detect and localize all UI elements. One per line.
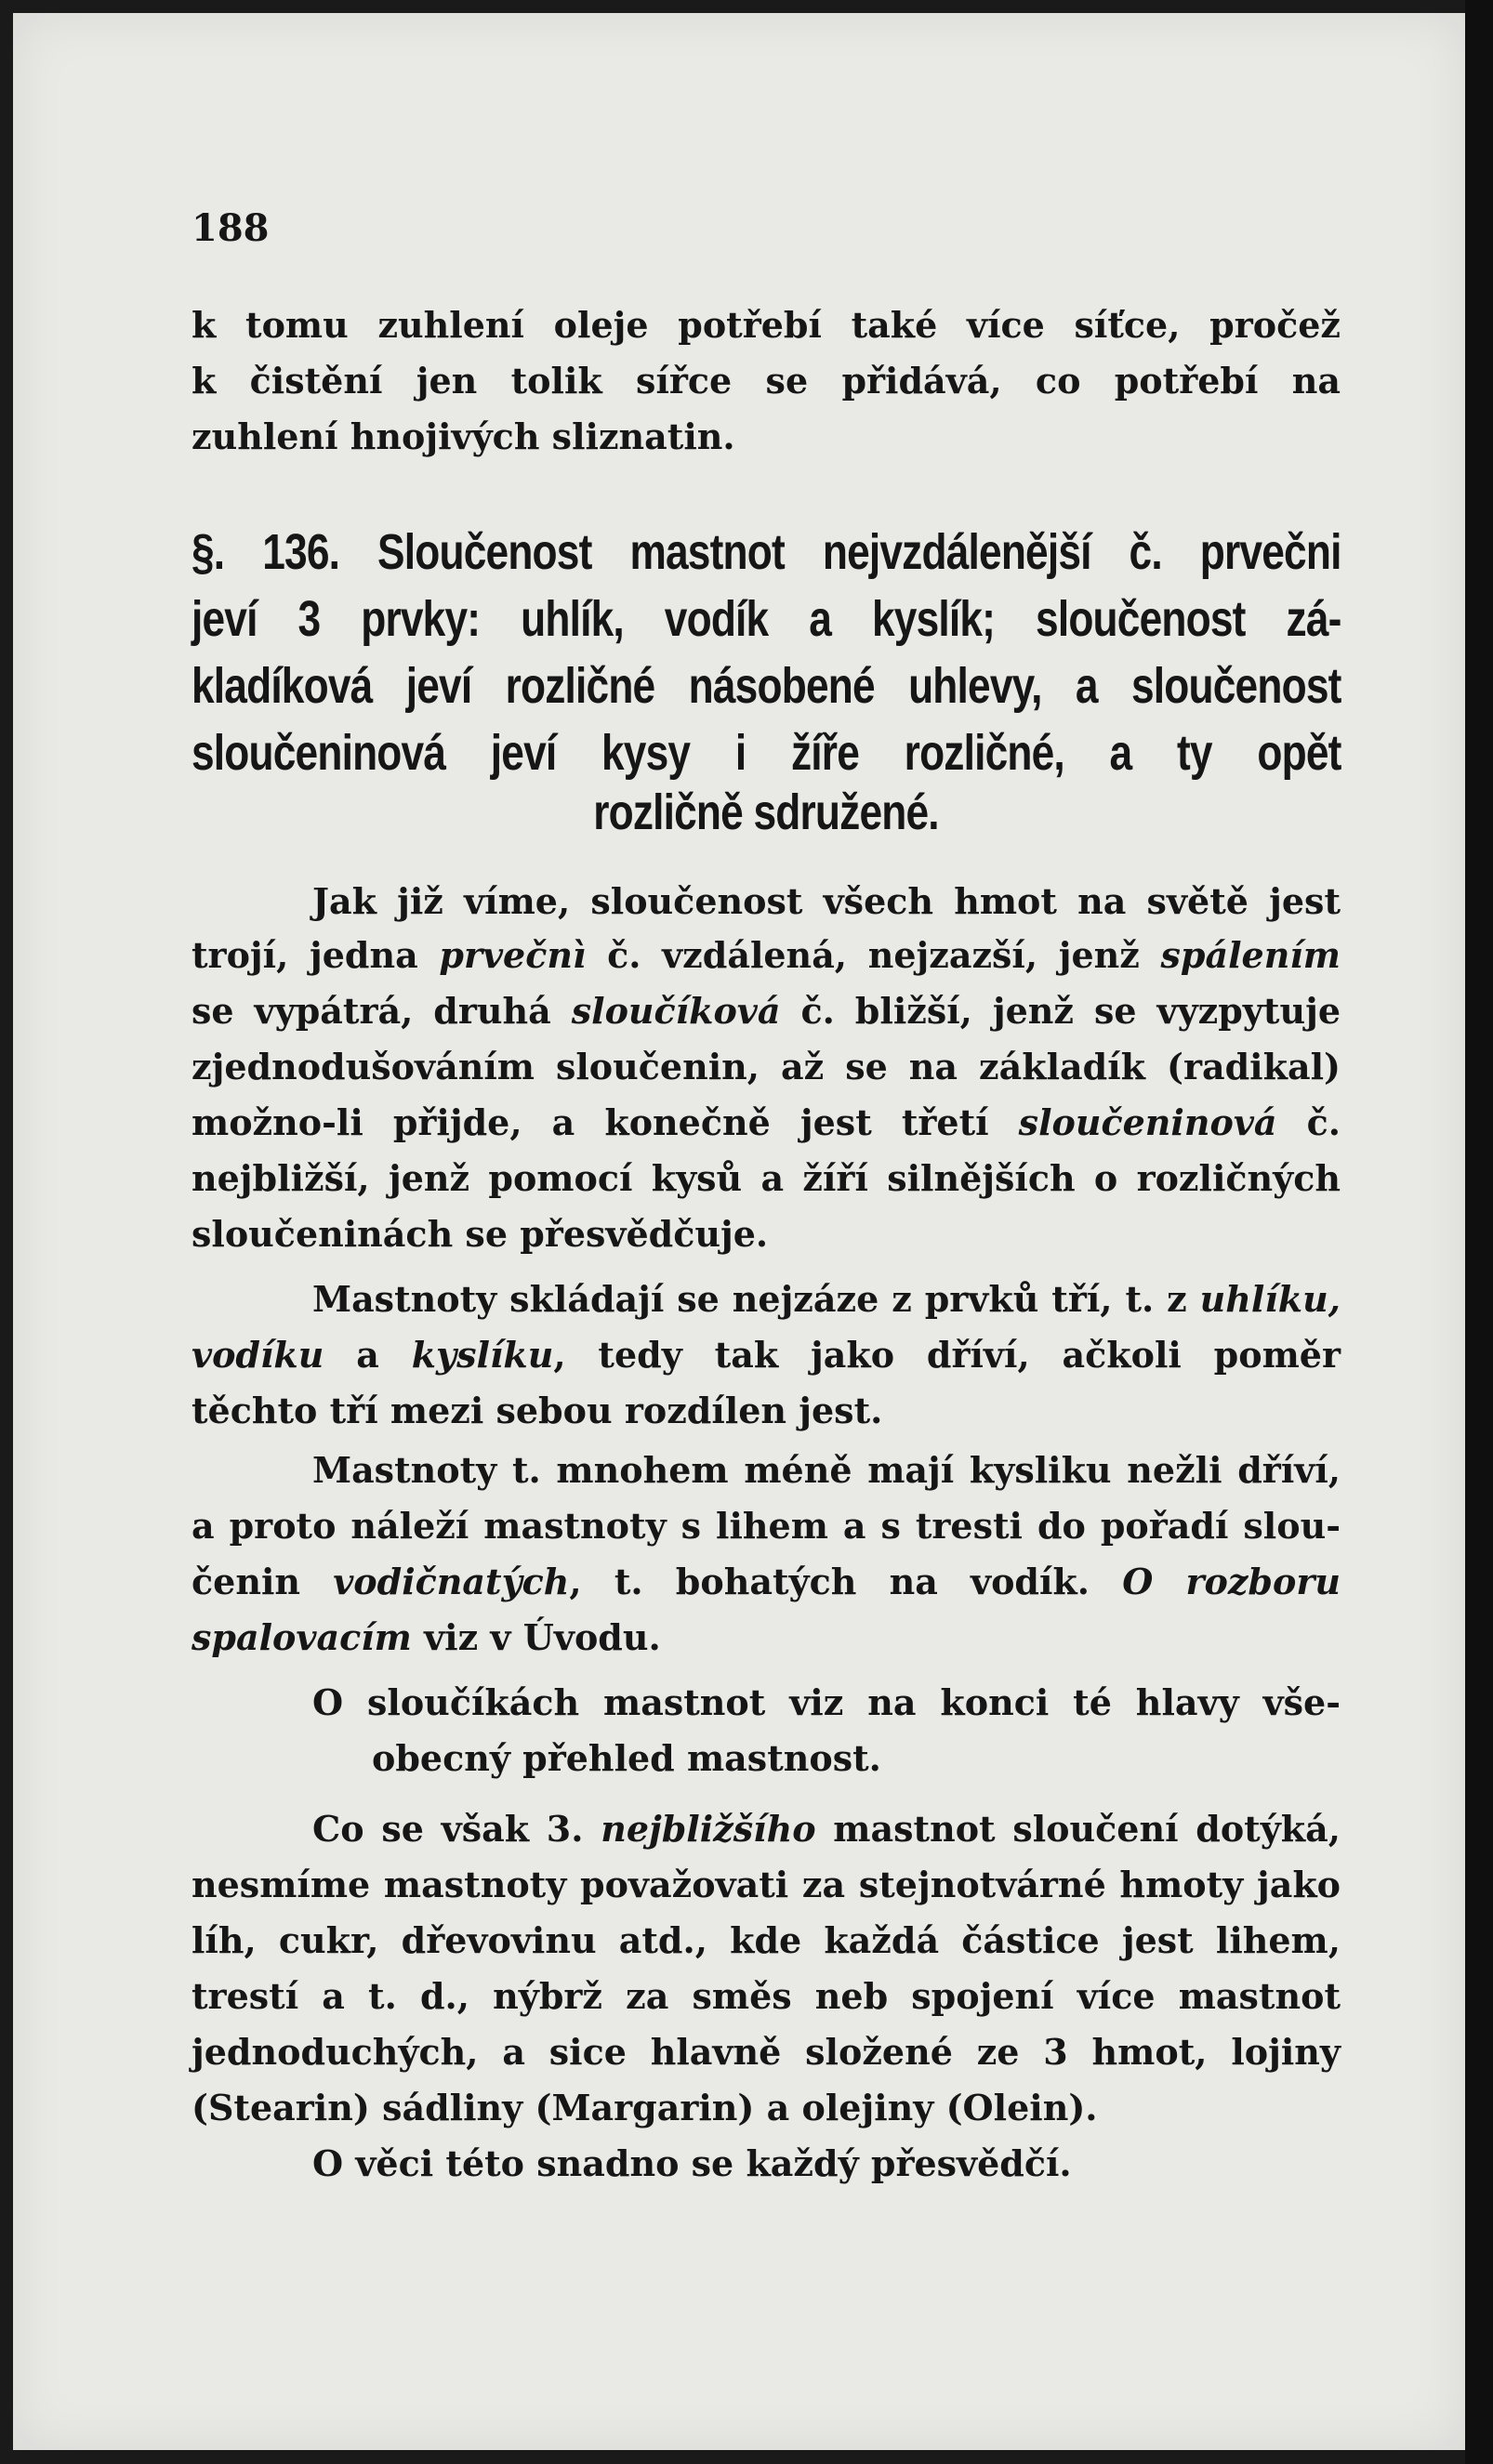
text-line: trojí, jedna prvečnì č. vzdálená, nejzazší, jenž spálením: [192, 934, 1341, 976]
text-line: spalovacím viz v Úvodu.: [192, 1616, 661, 1658]
text-line: zuhlení hnojivých sliznatin.: [192, 415, 735, 457]
text-line: Jak již víme, sloučenost všech hmot na světě jest: [312, 880, 1341, 922]
page-edge-shadow: [1465, 0, 1493, 2464]
text-line: vodíku a kyslíku, tedy tak jako dříví, ačkoli poměr: [192, 1334, 1341, 1376]
text-line: možno-li přijde, a konečně jest třetí sloučeninová č.: [192, 1101, 1341, 1143]
text-line: se vypátrá, druhá sloučíková č. bližší, jenž se vyzpytuje: [192, 990, 1341, 1032]
text-line: sloučeninách se přesvědčuje.: [192, 1213, 769, 1255]
text-line: Co se však 3. nejbližšího mastnot sloučení dotýká,: [312, 1808, 1341, 1850]
section-heading-line: jeví 3 prvky: uhlík, vodík a kyslík; sloučenost zá-: [192, 591, 1341, 647]
text-line: trestí a t. d., nýbrž za směs neb spojení více mastnot: [192, 1975, 1341, 2017]
section-heading-line: kladíková jeví rozličné násobené uhlevy, a sloučenost: [192, 658, 1341, 714]
text-line: k tomu zuhlení oleje potřebí také více síťce, pročež: [192, 304, 1341, 346]
text-line: Mastnoty skládají se nejzáze z prvků tří, t. z uhlíku,: [312, 1278, 1341, 1320]
text-line: (Stearin) sádliny (Margarin) a olejiny (Olein).: [192, 2087, 1098, 2128]
note-line: obecný přehled mastnost.: [372, 1737, 881, 1779]
text-line: líh, cukr, dřevovinu atd., kde každá částice jest lihem,: [192, 1919, 1341, 1961]
text-line: čenin vodičnatých, t. bohatých na vodík. O rozboru: [192, 1561, 1341, 1602]
text-line: jednoduchých, a sice hlavně složené ze 3 hmot, lojiny: [192, 2031, 1341, 2073]
text-line: k čistění jen tolik sířce se přidává, co potřebí na: [192, 360, 1341, 402]
text-line: O věci této snadno se každý přesvědčí.: [312, 2142, 1072, 2184]
text-line: těchto tří mezi sebou rozdílen jest.: [192, 1390, 883, 1431]
text-line: Mastnoty t. mnohem méně mají kysliku nežli dříví,: [312, 1449, 1341, 1491]
text-line: nesmíme mastnoty považovati za stejnotvárné hmoty jako: [192, 1864, 1341, 1905]
text-line: nejbližší, jenž pomocí kysů a žíří silnějších o rozličných: [192, 1157, 1341, 1199]
section-heading-line: rozličně sdružené.: [593, 784, 939, 840]
section-heading-line: sloučeninová jeví kysy i žíře rozličné, a ty opět: [192, 725, 1341, 781]
section-heading-line: §. 136. Sloučenost mastnot nejvzdálenější č. prvečni: [192, 524, 1341, 580]
text-line: a proto náleží mastnoty s lihem a s tresti do pořadí slou-: [192, 1505, 1341, 1547]
text-line: zjednodušováním sloučenin, až se na základík (radikal): [192, 1046, 1341, 1087]
page-number: 188: [192, 206, 270, 250]
note-line: O sloučíkách mastnot viz na konci té hlavy vše-: [312, 1681, 1341, 1723]
